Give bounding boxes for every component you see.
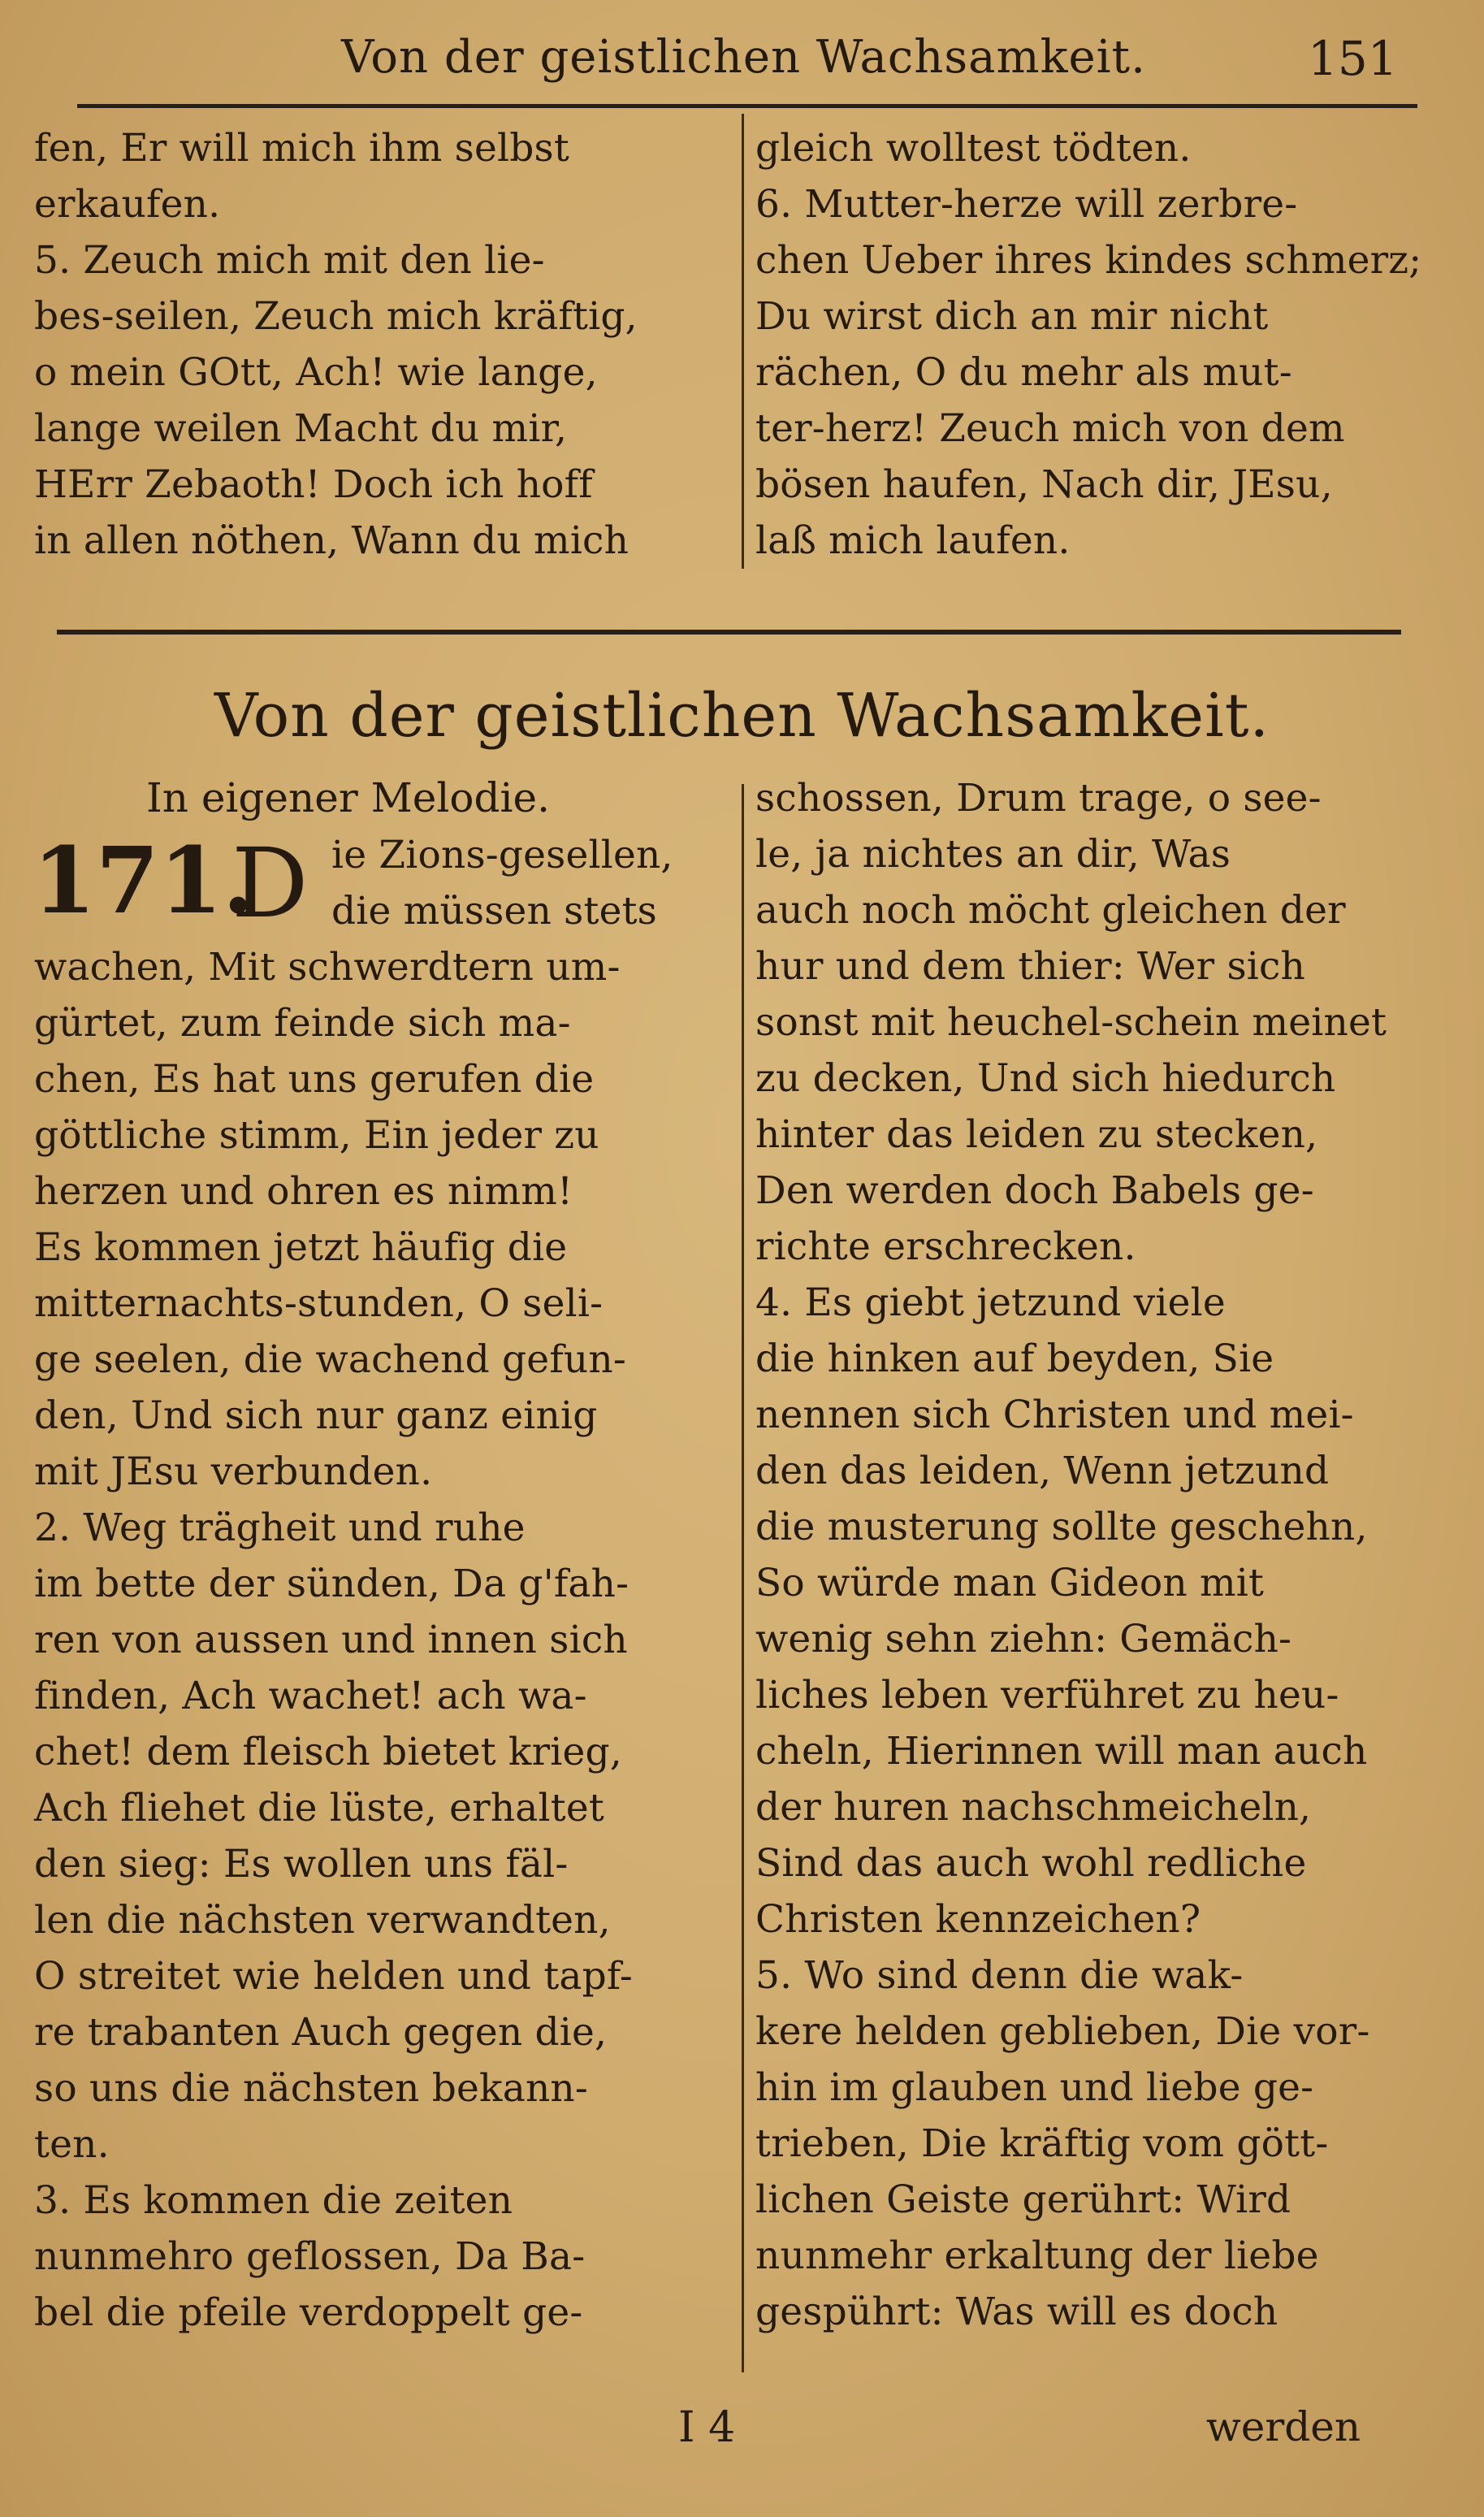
catchword: werden [1206, 2403, 1361, 2450]
text-line: der huren nachschmeicheln, [755, 1785, 1312, 1830]
running-head [0, 16, 1484, 89]
text-line: o mein GOtt, Ach! wie lange, [34, 350, 598, 395]
text-line: Ach fliehet die lüste, erhaltet [34, 1786, 604, 1830]
text-line: bes-seilen, Zeuch mich kräftig, [34, 294, 638, 339]
text-line: O streitet wie helden und tapf- [34, 1954, 633, 1999]
text-line: 5. Wo sind denn die wak- [755, 1953, 1244, 1998]
text-line: hin im glauben und liebe ge- [755, 2065, 1314, 2110]
text-line: 5. Zeuch mich mit den lie- [34, 238, 545, 283]
drop-cap: D [231, 827, 309, 939]
page-number: 151 [1308, 31, 1398, 86]
text-line: kere helden geblieben, Die vor- [755, 2009, 1370, 2054]
text-line: re trabanten Auch gegen die, [34, 2010, 608, 2055]
text-line: le, ja nichtes an dir, Was [755, 832, 1231, 877]
text-line: auch noch möcht gleichen der [755, 888, 1346, 933]
text-line: nunmehro geflossen, Da Ba- [34, 2234, 586, 2279]
text-line: So würde man Gideon mit [755, 1561, 1265, 1605]
text-line: bel die pfeile verdoppelt ge- [34, 2290, 583, 2335]
text-line: chen Ueber ihres kindes schmerz; [755, 238, 1422, 283]
text-line: HErr Zebaoth! Doch ich hoff [34, 462, 593, 507]
text-line: göttliche stimm, Ein jeder zu [34, 1113, 599, 1158]
text-line: chen, Es hat uns gerufen die [34, 1057, 595, 1102]
text-line: bösen haufen, Nach dir, JEsu, [755, 462, 1333, 507]
text-line: nennen sich Christen und mei- [755, 1393, 1354, 1437]
section-divider-rule [57, 630, 1401, 635]
text-line: richte erschrecken. [755, 1224, 1136, 1269]
text-line: finden, Ach wachet! ach wa- [34, 1674, 587, 1718]
text-line: lichen Geiste gerührt: Wird [755, 2177, 1291, 2222]
text-line: schossen, Drum trage, o see- [755, 776, 1322, 821]
text-line: lange weilen Macht du mir, [34, 406, 568, 451]
signature-mark: I 4 [678, 2403, 736, 2452]
text-line: 3. Es kommen die zeiten [34, 2178, 513, 2223]
text-line: die musterung sollte geschehn, [755, 1505, 1368, 1549]
top-left-column [34, 120, 733, 569]
text-line: so uns die nächsten bekann- [34, 2066, 588, 2111]
text-line: Es kommen jetzt häufig die [34, 1225, 568, 1270]
text-line: ie Zions-gesellen, [331, 833, 673, 877]
text-line: die hinken auf beyden, Sie [755, 1336, 1274, 1381]
melody-note: In eigener Melodie. [146, 774, 550, 821]
text-line: ren von aussen und innen sich [34, 1618, 628, 1662]
text-line: in allen nöthen, Wann du mich [34, 518, 630, 563]
text-line: im bette der sünden, Da g'fah- [34, 1562, 630, 1606]
text-line: gürtet, zum feinde sich ma- [34, 1001, 571, 1046]
text-line: cheln, Hierinnen will man auch [755, 1729, 1368, 1774]
text-line: chet! dem fleisch bietet krieg, [34, 1730, 622, 1774]
text-line: Christen kennzeichen? [755, 1897, 1201, 1942]
text-line: gespührt: Was will es doch [755, 2290, 1278, 2334]
hymn-title: Von der geistlichen Wachsamkeit. [214, 681, 1270, 751]
text-line: rächen, O du mehr als mut- [755, 350, 1292, 395]
text-line: sonst mit heuchel-schein meinet [755, 1000, 1387, 1045]
text-line: 6. Mutter-herze will zerbre- [755, 182, 1298, 227]
column-divider-top [742, 114, 744, 569]
text-line: laß mich laufen. [755, 518, 1071, 563]
text-line: Sind das auch wohl redliche [755, 1841, 1307, 1886]
hymn-number: 171. [32, 828, 254, 934]
hymn-right-column [755, 770, 1462, 2340]
hymn-first-lines [331, 827, 738, 939]
top-right-column [755, 120, 1454, 569]
text-line: 4. Es giebt jetzund viele [755, 1280, 1226, 1325]
text-line: hur und dem thier: Wer sich [755, 944, 1306, 989]
text-line: ter-herz! Zeuch mich von dem [755, 406, 1345, 451]
text-line: mitternachts-stunden, O seli- [34, 1281, 604, 1326]
text-line: ge seelen, die wachend gefun- [34, 1337, 626, 1382]
text-line: len die nächsten verwandten, [34, 1898, 611, 1943]
text-line: ten. [34, 2122, 110, 2167]
text-line: gleich wolltest tödten. [755, 126, 1192, 171]
text-line: wachen, Mit schwerdtern um- [34, 945, 621, 990]
text-line: erkaufen. [34, 182, 221, 227]
text-line: herzen und ohren es nimm! [34, 1169, 573, 1214]
text-line: liches leben verführet zu heu- [755, 1673, 1339, 1718]
text-line: mit JEsu verbunden. [34, 1449, 433, 1494]
running-head-title: Von der geistlichen Wachsamkeit. [341, 31, 1146, 84]
column-divider-hymn [742, 784, 744, 2372]
text-line: 2. Weg trägheit und ruhe [34, 1505, 526, 1550]
text-line: nunmehr erkaltung der liebe [755, 2233, 1319, 2278]
text-line: fen, Er will mich ihm selbst [34, 126, 569, 171]
text-line: den, Und sich nur ganz einig [34, 1393, 598, 1438]
text-line: zu decken, Und sich hiedurch [755, 1056, 1336, 1101]
text-line: die müssen stets [331, 889, 658, 934]
text-line: wenig sehn ziehn: Gemäch- [755, 1617, 1292, 1661]
text-line: den das leiden, Wenn jetzund [755, 1449, 1330, 1493]
text-line: hinter das leiden zu stecken, [755, 1112, 1318, 1157]
hymn-left-column [34, 939, 737, 2341]
text-line: den sieg: Es wollen uns fäl- [34, 1842, 569, 1887]
text-line: trieben, Die kräftig vom gött- [755, 2121, 1329, 2166]
text-line: Du wirst dich an mir nicht [755, 294, 1269, 339]
header-rule [77, 104, 1417, 108]
text-line: Den werden doch Babels ge- [755, 1168, 1314, 1213]
